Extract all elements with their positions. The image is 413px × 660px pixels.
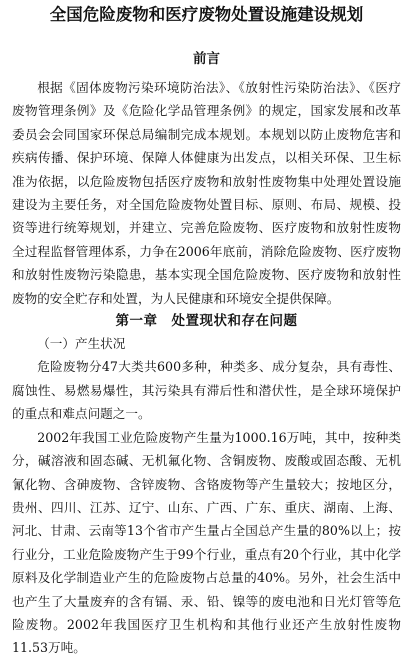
subsection-heading: （一）产生状况 [37, 336, 126, 352]
body-paragraph-2: 2002年我国工业危险废物产生量为1000.16万吨，其中，按种类分，碱溶液和固态碱、无机氟化物、含铜废物、废酸或固态酸、无机氰化物、含砷废物、含锌废物、含铬废物等产生量较大；按地区分，贵州、四川、江苏、辽宁、山东、广西、广东、重庆、湖南、上海、河北、甘肃、云南等13个省市产生量占全国总产生量的80%以上；按行业分，工业危险废物产生于99个行业，重点有20个行业，其中化学原料及化学制造业产生的危险废物占总量的40%。另外，社会生活中也产生了大量废弃的含有镉、汞、铅、镍等的废电池和日光灯管等危险废物。2002年我国医疗卫生机构和其他行业还产生放射性废物11.53万吨。 [12, 429, 401, 656]
preface-paragraph: 根据《固体废物污染环境防治法》、《放射性污染防治法》、《医疗废物管理条例》及《危险化学品管理条例》的规定，国家发展和改革委员会会同国家环保总局编制完成本规划。本规划以防止废物危害和疾病传播、保护环境、保障人体健康为出发点，以相关环保、卫生标准为依据，以危险废物包括医疗废物和放射性废物集中处理处置设施建设为主要任务，对全国危险废物处置目标、原则、布局、规模、投资等进行统筹规划，并建立、完善危险废物、医疗废物和放射性废物全过程监督管理体系，力争在2006年底前，消除危险废物、医疗废物和放射性废物污染隐患，基本实现全国危险废物、医疗废物和放射性废物的安全贮存和处置，为人民健康和环境安全提供保障。 [12, 80, 401, 306]
preface-heading: 前言 [193, 51, 220, 67]
document-title: 全国危险废物和医疗废物处置设施建设规划 [49, 5, 364, 24]
chapter-title: 第一章 处置现状和存在问题 [115, 313, 298, 330]
body-paragraph-1: 危险废物分47大类共600多种，种类多、成分复杂，具有毒性、腐蚀性、易燃易爆性，其污染具有滞后性和潜伏性，是全球环境保护的重点和难点问题之一。 [12, 359, 401, 422]
